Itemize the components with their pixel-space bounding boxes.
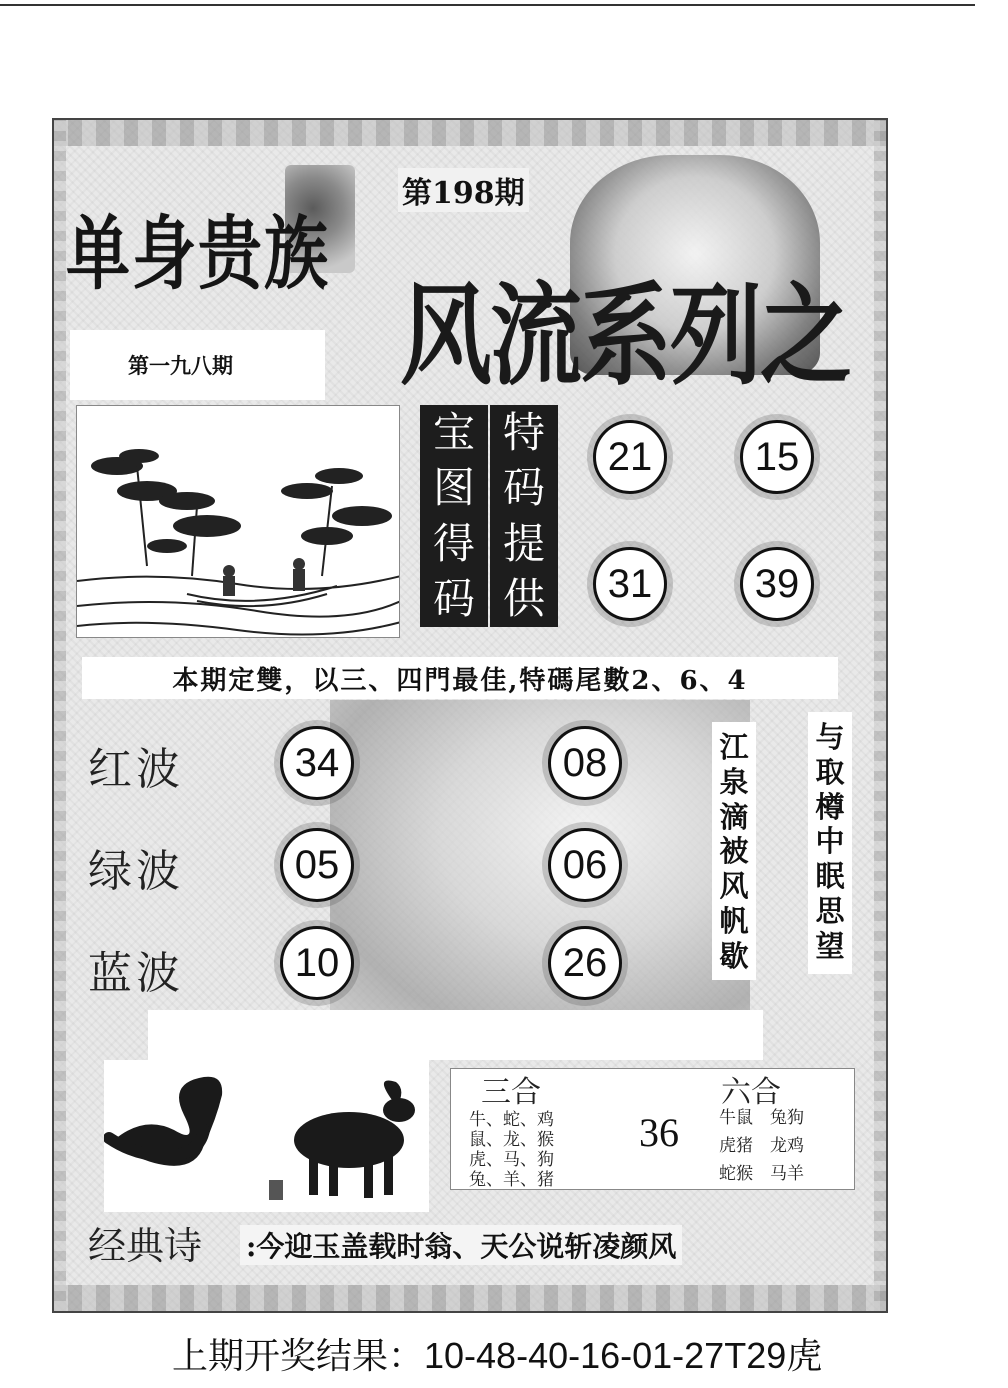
column-char: 码 [502, 463, 545, 513]
six-combo-row: 蛇猴 马羊 [719, 1164, 804, 1184]
wave-number: 26 [548, 926, 622, 1000]
wave-number: 34 [280, 726, 354, 800]
poem-char: 江 [719, 730, 749, 764]
decorative-border-left [54, 120, 66, 1311]
wave-label-red: 红波 [88, 744, 184, 795]
wave-number: 06 [548, 828, 622, 902]
tip-banner: 本期定雙，以三、四門最佳,特碼尾數2、6、4 [82, 657, 838, 699]
issue-cn: 第一九八期 [128, 354, 233, 378]
landscape-illustration [76, 405, 400, 638]
poem-char: 中 [815, 824, 845, 859]
blank-strip [148, 1010, 763, 1060]
last-draw-result: 上期开奖结果：10-48-40-16-01-27T29虎 [172, 1335, 823, 1376]
wave-number: 05 [280, 828, 354, 902]
poem-char: 帆 [719, 903, 749, 938]
three-combo-row: 牛、蛇、鸡 [469, 1110, 554, 1130]
column-char: 宝 [432, 407, 475, 457]
six-combo-row: 牛鼠 兔狗 [719, 1108, 804, 1128]
classic-poem-text: :今迎玉盖载时翁、天公说斩凌颜风 [240, 1225, 682, 1265]
special-number: 39 [740, 547, 814, 621]
three-combo-row: 鼠、龙、猴 [469, 1130, 554, 1150]
series-title: 风流系列之 [400, 270, 851, 401]
woman-background-image [330, 700, 750, 1030]
poem-char: 樽 [815, 789, 845, 824]
poem-char: 风 [719, 869, 749, 904]
wave-number: 10 [280, 926, 354, 1000]
decorative-border-top [54, 120, 886, 146]
poem-char: 滴 [719, 799, 749, 834]
vertical-poem-left [712, 722, 756, 980]
top-rule [0, 4, 975, 6]
page-title: 单身贵族 [66, 207, 330, 302]
snake-goat-drawing [104, 1060, 429, 1212]
poem-char: 思 [815, 893, 845, 928]
column-char: 特 [502, 407, 545, 457]
poem-char: 泉 [719, 764, 749, 799]
column-char: 码 [432, 574, 475, 624]
issue-number: 第198期 [398, 168, 529, 212]
special-number: 15 [740, 420, 814, 494]
poem-char: 歇 [719, 938, 749, 973]
wave-label-blue: 蓝波 [88, 948, 184, 999]
classic-poem-label: 经典诗 [88, 1224, 203, 1268]
poem-char: 被 [719, 834, 749, 869]
column-char: 图 [432, 463, 475, 513]
poem-char: 眠 [815, 859, 845, 894]
special-number: 31 [593, 547, 667, 621]
six-combo-row: 虎猪 龙鸡 [719, 1136, 804, 1156]
column-char: 提 [502, 518, 545, 568]
zodiac-artwork [104, 1060, 429, 1212]
wave-number: 08 [548, 726, 622, 800]
column-char: 得 [432, 518, 475, 568]
trees-boat-drawing [77, 406, 400, 638]
column-char: 供 [502, 574, 545, 624]
decorative-border-right [874, 120, 886, 1311]
six-combo-heading: 六合 [721, 1075, 781, 1110]
wave-label-green: 绿波 [88, 846, 184, 897]
poem-char: 望 [815, 928, 845, 963]
three-combo-row: 兔、羊、猪 [469, 1170, 554, 1190]
zodiac-number: 36 [639, 1110, 679, 1155]
special-number: 21 [593, 420, 667, 494]
poem-char: 取 [815, 754, 845, 789]
poem-char: 与 [815, 720, 845, 754]
column-baotu [420, 405, 488, 627]
column-tema [490, 405, 558, 627]
three-combo-heading: 三合 [481, 1075, 541, 1110]
three-combo-row: 虎、马、狗 [469, 1150, 554, 1170]
vertical-poem-right [808, 712, 852, 974]
zodiac-table [450, 1068, 855, 1190]
decorative-border-bottom [54, 1285, 886, 1311]
